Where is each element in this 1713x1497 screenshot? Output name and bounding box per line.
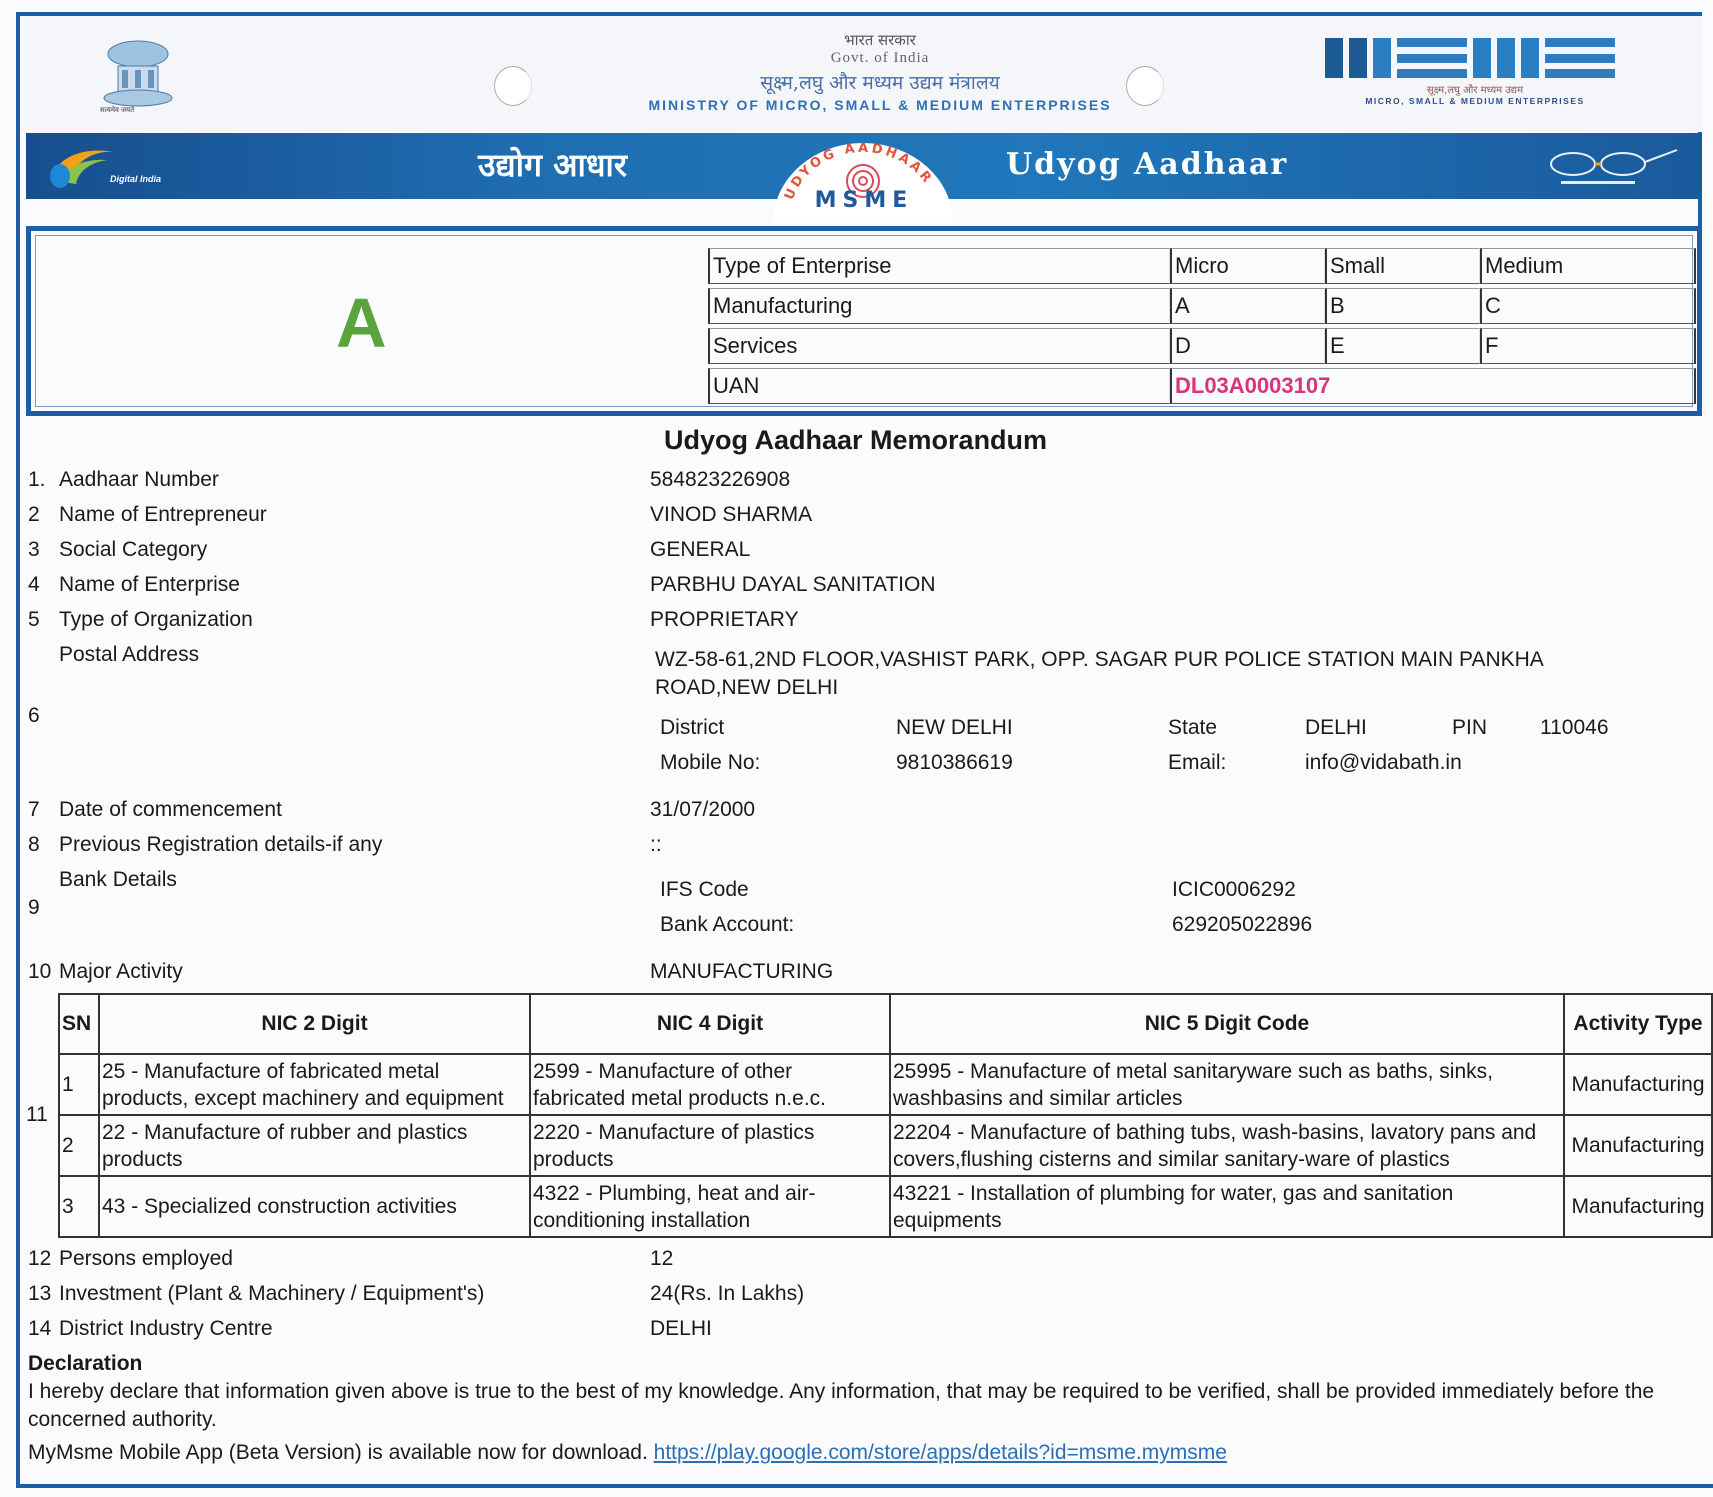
etype-cell: A: [1170, 288, 1325, 324]
field-number: 8: [28, 833, 40, 856]
gov-english: Govt. of India: [830, 50, 930, 66]
etype-cell: E: [1325, 328, 1480, 364]
ifs-value: ICIC0006292: [1172, 878, 1296, 901]
uan-label: UAN: [708, 368, 1170, 404]
ministry-english: MINISTRY OF MICRO, SMALL & MEDIUM ENTERPRISES: [648, 97, 1112, 113]
etype-cell: Services: [708, 328, 1170, 364]
banner-title-english: Udyog Aadhaar: [1006, 147, 1289, 182]
swachh-bharat-glasses-icon: [1545, 146, 1685, 188]
enterprise-category-letter: A: [336, 284, 387, 362]
punch-hole-left: [494, 66, 532, 106]
nic-5digit: 25995 - Manufacture of metal sanitaryware such as baths, sinks, washbasins and similar articles: [890, 1054, 1564, 1115]
address-line-1: WZ-58-61,2ND FLOOR,VASHIST PARK, OPP. SAGAR PUR POLICE STATION MAIN PANKHA: [655, 648, 1544, 671]
nic-2digit: 25 - Manufacture of fabricated metal products, except machinery and equipment: [99, 1054, 530, 1115]
field-value: 12: [650, 1247, 674, 1270]
field-number: 9: [28, 896, 40, 919]
pin-label: PIN: [1452, 716, 1488, 739]
nic-sn: 2: [59, 1115, 99, 1176]
ifs-label: IFS Code: [660, 878, 749, 901]
district-label: District: [660, 716, 725, 739]
banner-title-hindi: उद्योग आधार: [478, 146, 627, 184]
nic-activity-type: Manufacturing: [1564, 1115, 1712, 1176]
nic-sn: 3: [59, 1176, 99, 1237]
field-value: PROPRIETARY: [650, 608, 799, 631]
field-value: DELHI: [650, 1317, 712, 1340]
field-label: Name of Entrepreneur: [59, 503, 267, 526]
ministry-heading: [540, 30, 1220, 113]
play-store-link[interactable]: https://play.google.com/store/apps/details?id=msme.mymsme: [653, 1441, 1227, 1464]
nic-2digit: 43 - Specialized construction activities: [99, 1176, 530, 1237]
emblem-caption: सत्यमेव जयते: [100, 107, 135, 114]
declaration-title: Declaration: [28, 1352, 143, 1375]
nic-5digit: 22204 - Manufacture of bathing tubs, wash-basins, lavatory pans and covers,flushing cisterns and similar sanitary-ware of plastics: [890, 1115, 1564, 1176]
etype-cell: C: [1480, 288, 1696, 324]
msme-logo-hindi: सूक्ष्म,लघु और मध्यम उद्यम: [1426, 85, 1524, 96]
field-label: Date of commencement: [59, 798, 282, 821]
field-label: Investment (Plant & Machinery / Equipment's): [59, 1282, 485, 1305]
district-value: NEW DELHI: [896, 716, 1013, 739]
etype-header-cell: Medium: [1480, 248, 1696, 284]
seal-msme-text: MSME: [814, 188, 914, 213]
etype-cell: B: [1325, 288, 1480, 324]
field-number: 10: [28, 960, 52, 983]
nic-header-4digit: NIC 4 Digit: [530, 994, 890, 1054]
nic-4digit: 4322 - Plumbing, heat and air-conditioning installation: [530, 1176, 890, 1237]
field-number: 12: [28, 1247, 52, 1270]
nic-header-row: [59, 994, 1712, 1054]
digital-india-logo-icon: [44, 140, 204, 192]
punch-hole-right: [1126, 66, 1164, 106]
field-number: 3: [28, 538, 40, 561]
nic-activity-table: [58, 993, 1713, 1238]
nic-header-activity-type: Activity Type: [1564, 994, 1712, 1054]
field-number: 4: [28, 573, 40, 596]
field-value: VINOD SHARMA: [650, 503, 813, 526]
pin-value: 110046: [1540, 716, 1609, 739]
app-download-note: [28, 1441, 1227, 1465]
bottom-border: [16, 1484, 1713, 1488]
nic-row: [59, 1054, 1712, 1115]
gov-hindi: भारत सरकार: [844, 31, 916, 49]
nic-header-5digit: NIC 5 Digit Code: [890, 994, 1564, 1054]
nic-activity-type: Manufacturing: [1564, 1176, 1712, 1237]
ministry-hindi: सूक्ष्म,लघु और मध्यम उद्यम मंत्रालय: [760, 72, 1000, 94]
nic-header-2digit: NIC 2 Digit: [99, 994, 530, 1054]
field-number-nic: 11: [26, 1103, 48, 1126]
field-number: 1.: [28, 468, 46, 491]
memorandum-title: Udyog Aadhaar Memorandum: [664, 425, 1048, 455]
nic-5digit: 43221 - Installation of plumbing for water, gas and sanitation equipments: [890, 1176, 1564, 1237]
nic-row: [59, 1176, 1712, 1237]
field-label: District Industry Centre: [59, 1317, 273, 1340]
field-number: 14: [28, 1317, 52, 1340]
app-download-text: MyMsme Mobile App (Beta Version) is available now for download.: [28, 1441, 648, 1464]
msme-logo-mark-icon: [1325, 38, 1625, 78]
svg-text:UDYOG AADHAAR: UDYOG AADHAAR: [782, 140, 936, 203]
account-label: Bank Account:: [660, 913, 795, 936]
field-label: Name of Enterprise: [59, 573, 240, 596]
account-value: 629205022896: [1172, 913, 1313, 936]
field-label: Previous Registration details-if any: [59, 833, 383, 856]
field-value: PARBHU DAYAL SANITATION: [650, 573, 936, 596]
email-label: Email:: [1168, 751, 1227, 774]
etype-header-cell: Type of Enterprise: [708, 248, 1170, 284]
field-label: Major Activity: [59, 960, 183, 983]
nic-4digit: 2599 - Manufacture of other fabricated metal products n.e.c.: [530, 1054, 890, 1115]
declaration-text: I hereby declare that information given above is true to the best of my knowledge. Any information, that may be required to be verified, shall be provided immediately before the concerned authority.: [28, 1380, 1655, 1431]
msme-logo-english: MICRO, SMALL & MEDIUM ENTERPRISES: [1365, 96, 1585, 106]
etype-header-cell: Small: [1325, 248, 1480, 284]
field-label: Postal Address: [59, 643, 200, 666]
uan-value: DL03A0003107: [1170, 368, 1696, 404]
field-label: Persons employed: [59, 1247, 233, 1270]
enterprise-type-row: [708, 328, 1696, 364]
field-label: Social Category: [59, 538, 208, 561]
field-value: 31/07/2000: [650, 798, 756, 821]
mobile-value: 9810386619: [896, 751, 1013, 774]
nic-row: [59, 1115, 1712, 1176]
field-number: 5: [28, 608, 40, 631]
address-line-2: ROAD,NEW DELHI: [655, 676, 839, 699]
state-label: State: [1168, 716, 1218, 739]
field-label: Bank Details: [59, 868, 177, 891]
uan-row: [708, 368, 1696, 404]
field-value: GENERAL: [650, 538, 751, 561]
field-value: 584823226908: [650, 468, 791, 491]
national-emblem-icon: [92, 38, 184, 116]
enterprise-type-row: [708, 288, 1696, 324]
nic-activity-type: Manufacturing: [1564, 1054, 1712, 1115]
field-label: Aadhaar Number: [59, 468, 219, 491]
field-value: 24(Rs. In Lakhs): [650, 1282, 805, 1305]
digital-india-caption: Digital India: [110, 174, 162, 184]
mobile-label: Mobile No:: [660, 751, 761, 774]
field-number: 7: [28, 798, 40, 821]
nic-header-sn: SN: [59, 994, 99, 1054]
field-number: 2: [28, 503, 40, 526]
nic-sn: 1: [59, 1054, 99, 1115]
field-value: MANUFACTURING: [650, 960, 834, 983]
field-value: ::: [650, 833, 662, 856]
etype-cell: F: [1480, 328, 1696, 364]
msme-logo: [1325, 38, 1625, 106]
nic-2digit: 22 - Manufacture of rubber and plastics products: [99, 1115, 530, 1176]
field-label: Type of Organization: [59, 608, 253, 631]
state-value: DELHI: [1305, 716, 1367, 739]
field-number: 13: [28, 1282, 52, 1305]
nic-4digit: 2220 - Manufacture of plastics products: [530, 1115, 890, 1176]
enterprise-type-table: [708, 244, 1696, 408]
enterprise-type-header-row: [708, 248, 1696, 284]
field-number: 6: [28, 704, 40, 727]
etype-cell: D: [1170, 328, 1325, 364]
etype-cell: Manufacturing: [708, 288, 1170, 324]
email-value: info@vidabath.in: [1305, 751, 1462, 774]
etype-header-cell: Micro: [1170, 248, 1325, 284]
